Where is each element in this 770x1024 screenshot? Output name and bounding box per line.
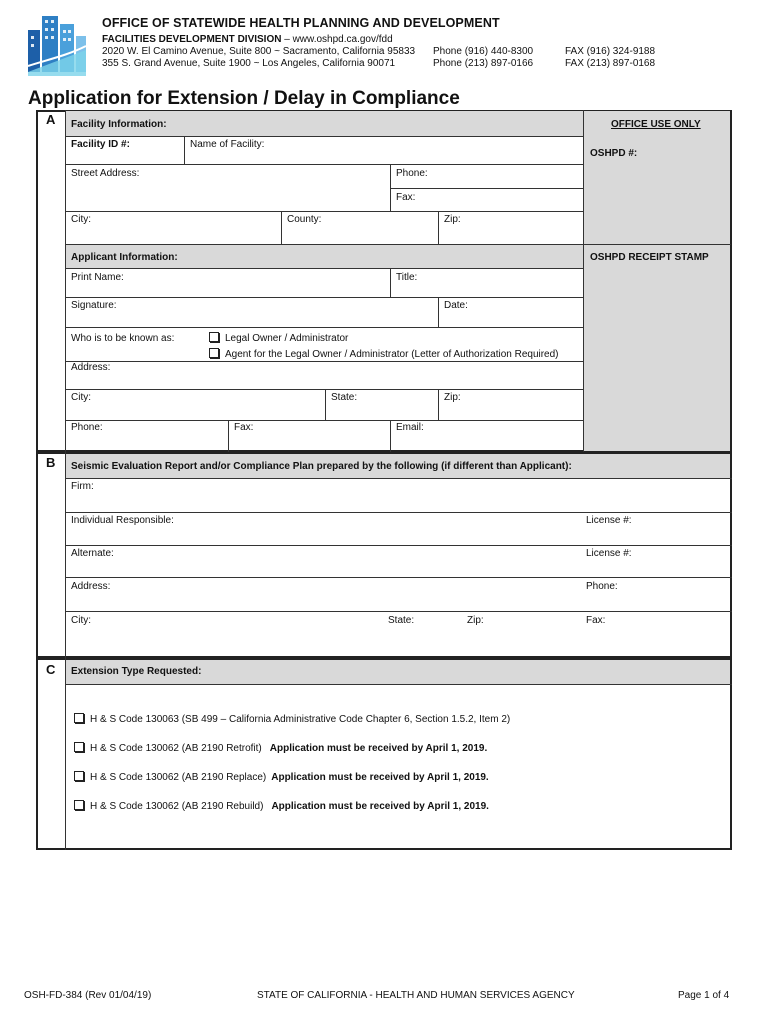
- phone-sacramento: Phone (916) 440-8300: [433, 46, 534, 57]
- receipt-stamp-label: OSHPD RECEIPT STAMP: [590, 252, 709, 263]
- section-c-heading: Extension Type Requested:: [71, 666, 202, 677]
- known-as-label: Who is to be known as:: [71, 333, 175, 344]
- applicant-city-field[interactable]: City:: [71, 392, 91, 403]
- preparer-fax-field[interactable]: Fax:: [586, 615, 606, 626]
- checkbox-icon: [74, 771, 84, 781]
- office-use-only-label: OFFICE USE ONLY: [611, 119, 701, 130]
- applicant-email-field[interactable]: Email:: [396, 422, 424, 433]
- facility-id-field[interactable]: Facility ID #:: [71, 139, 130, 150]
- section-a-letter: A: [46, 112, 56, 127]
- checkbox-icon: [209, 332, 219, 342]
- facility-zip-field[interactable]: Zip:: [444, 214, 461, 225]
- applicant-address-field[interactable]: Address:: [71, 362, 111, 373]
- section-b-letter: B: [46, 455, 56, 470]
- page-number: Page 1 of 4: [678, 990, 730, 1001]
- applicant-zip-field[interactable]: Zip:: [444, 392, 461, 403]
- agent-checkbox[interactable]: Agent for the Legal Owner / Administrator (Letter of Authorization Required): [209, 348, 559, 360]
- extension-option-sb499[interactable]: H & S Code 130063 (SB 499 – California Administrative Code Chapter 6, Section 1.5.2, Item 2): [74, 713, 510, 725]
- address-los-angeles: 355 S. Grand Avenue, Suite 1900 ~ Los Angeles, California 90071: [102, 58, 396, 69]
- division-line: FACILITIES DEVELOPMENT DIVISION – www.oshpd.ca.gov/fdd: [102, 34, 393, 45]
- oshpd-logo: [26, 10, 88, 78]
- applicant-phone-field[interactable]: Phone:: [71, 422, 103, 433]
- preparer-state-field[interactable]: State:: [388, 615, 415, 626]
- preparer-city-field[interactable]: City:: [71, 615, 91, 626]
- facility-fax-field[interactable]: Fax:: [396, 192, 416, 203]
- address-sacramento: 2020 W. El Camino Avenue, Suite 800 ~ Sacramento, California 95833: [102, 46, 416, 57]
- oshpd-number-label: OSHPD #:: [590, 148, 638, 159]
- applicant-fax-field[interactable]: Fax:: [234, 422, 254, 433]
- section-c-frame: [36, 658, 732, 850]
- section-b-heading: Seismic Evaluation Report and/or Compliance Plan prepared by the following (if different than Applicant):: [71, 461, 572, 472]
- extension-option-rebuild[interactable]: H & S Code 130062 (AB 2190 Rebuild) Application must be received by April 1, 2019.: [74, 800, 489, 812]
- preparer-zip-field[interactable]: Zip:: [467, 615, 484, 626]
- applicant-info-heading: Applicant Information:: [71, 252, 178, 263]
- facility-phone-field[interactable]: Phone:: [396, 168, 428, 179]
- facility-county-field[interactable]: County:: [287, 214, 322, 225]
- alternate-field[interactable]: Alternate:: [71, 548, 114, 559]
- date-field[interactable]: Date:: [444, 300, 468, 311]
- office-use-panel: [584, 111, 730, 451]
- checkbox-icon: [74, 742, 84, 752]
- extension-option-replace[interactable]: H & S Code 130062 (AB 2190 Replace) Application must be received by April 1, 2019.: [74, 771, 489, 783]
- facility-info-heading: Facility Information:: [71, 119, 167, 130]
- preparer-phone-field[interactable]: Phone:: [586, 581, 618, 592]
- license-field-1[interactable]: License #:: [586, 515, 632, 526]
- checkbox-icon: [209, 348, 219, 358]
- street-address-field[interactable]: Street Address:: [71, 168, 140, 179]
- org-title: OFFICE OF STATEWIDE HEALTH PLANNING AND DEVELOPMENT: [102, 16, 500, 30]
- section-c-letter: C: [46, 662, 56, 677]
- form-id: OSH-FD-384 (Rev 01/04/19): [24, 990, 152, 1001]
- facility-city-field[interactable]: City:: [71, 214, 91, 225]
- applicant-state-field[interactable]: State:: [331, 392, 358, 403]
- checkbox-icon: [74, 800, 84, 810]
- fax-los-angeles: FAX (213) 897-0168: [565, 58, 656, 69]
- firm-field[interactable]: Firm:: [71, 481, 94, 492]
- applicant-title-field[interactable]: Title:: [396, 272, 418, 283]
- extension-option-retrofit[interactable]: H & S Code 130062 (AB 2190 Retrofit) Application must be received by April 1, 2019.: [74, 742, 487, 754]
- form-title: Application for Extension / Delay in Compliance: [28, 88, 460, 109]
- signature-field[interactable]: Signature:: [71, 300, 117, 311]
- phone-los-angeles: Phone (213) 897-0166: [433, 58, 534, 69]
- fax-sacramento: FAX (916) 324-9188: [565, 46, 656, 57]
- agency-name: STATE OF CALIFORNIA - HEALTH AND HUMAN SERVICES AGENCY: [257, 990, 575, 1001]
- legal-owner-checkbox[interactable]: Legal Owner / Administrator: [209, 332, 348, 344]
- preparer-address-field[interactable]: Address:: [71, 581, 111, 592]
- license-field-2[interactable]: License #:: [586, 548, 632, 559]
- facility-name-field[interactable]: Name of Facility:: [190, 139, 265, 150]
- print-name-field[interactable]: Print Name:: [71, 272, 124, 283]
- individual-responsible-field[interactable]: Individual Responsible:: [71, 515, 174, 526]
- checkbox-icon: [74, 713, 84, 723]
